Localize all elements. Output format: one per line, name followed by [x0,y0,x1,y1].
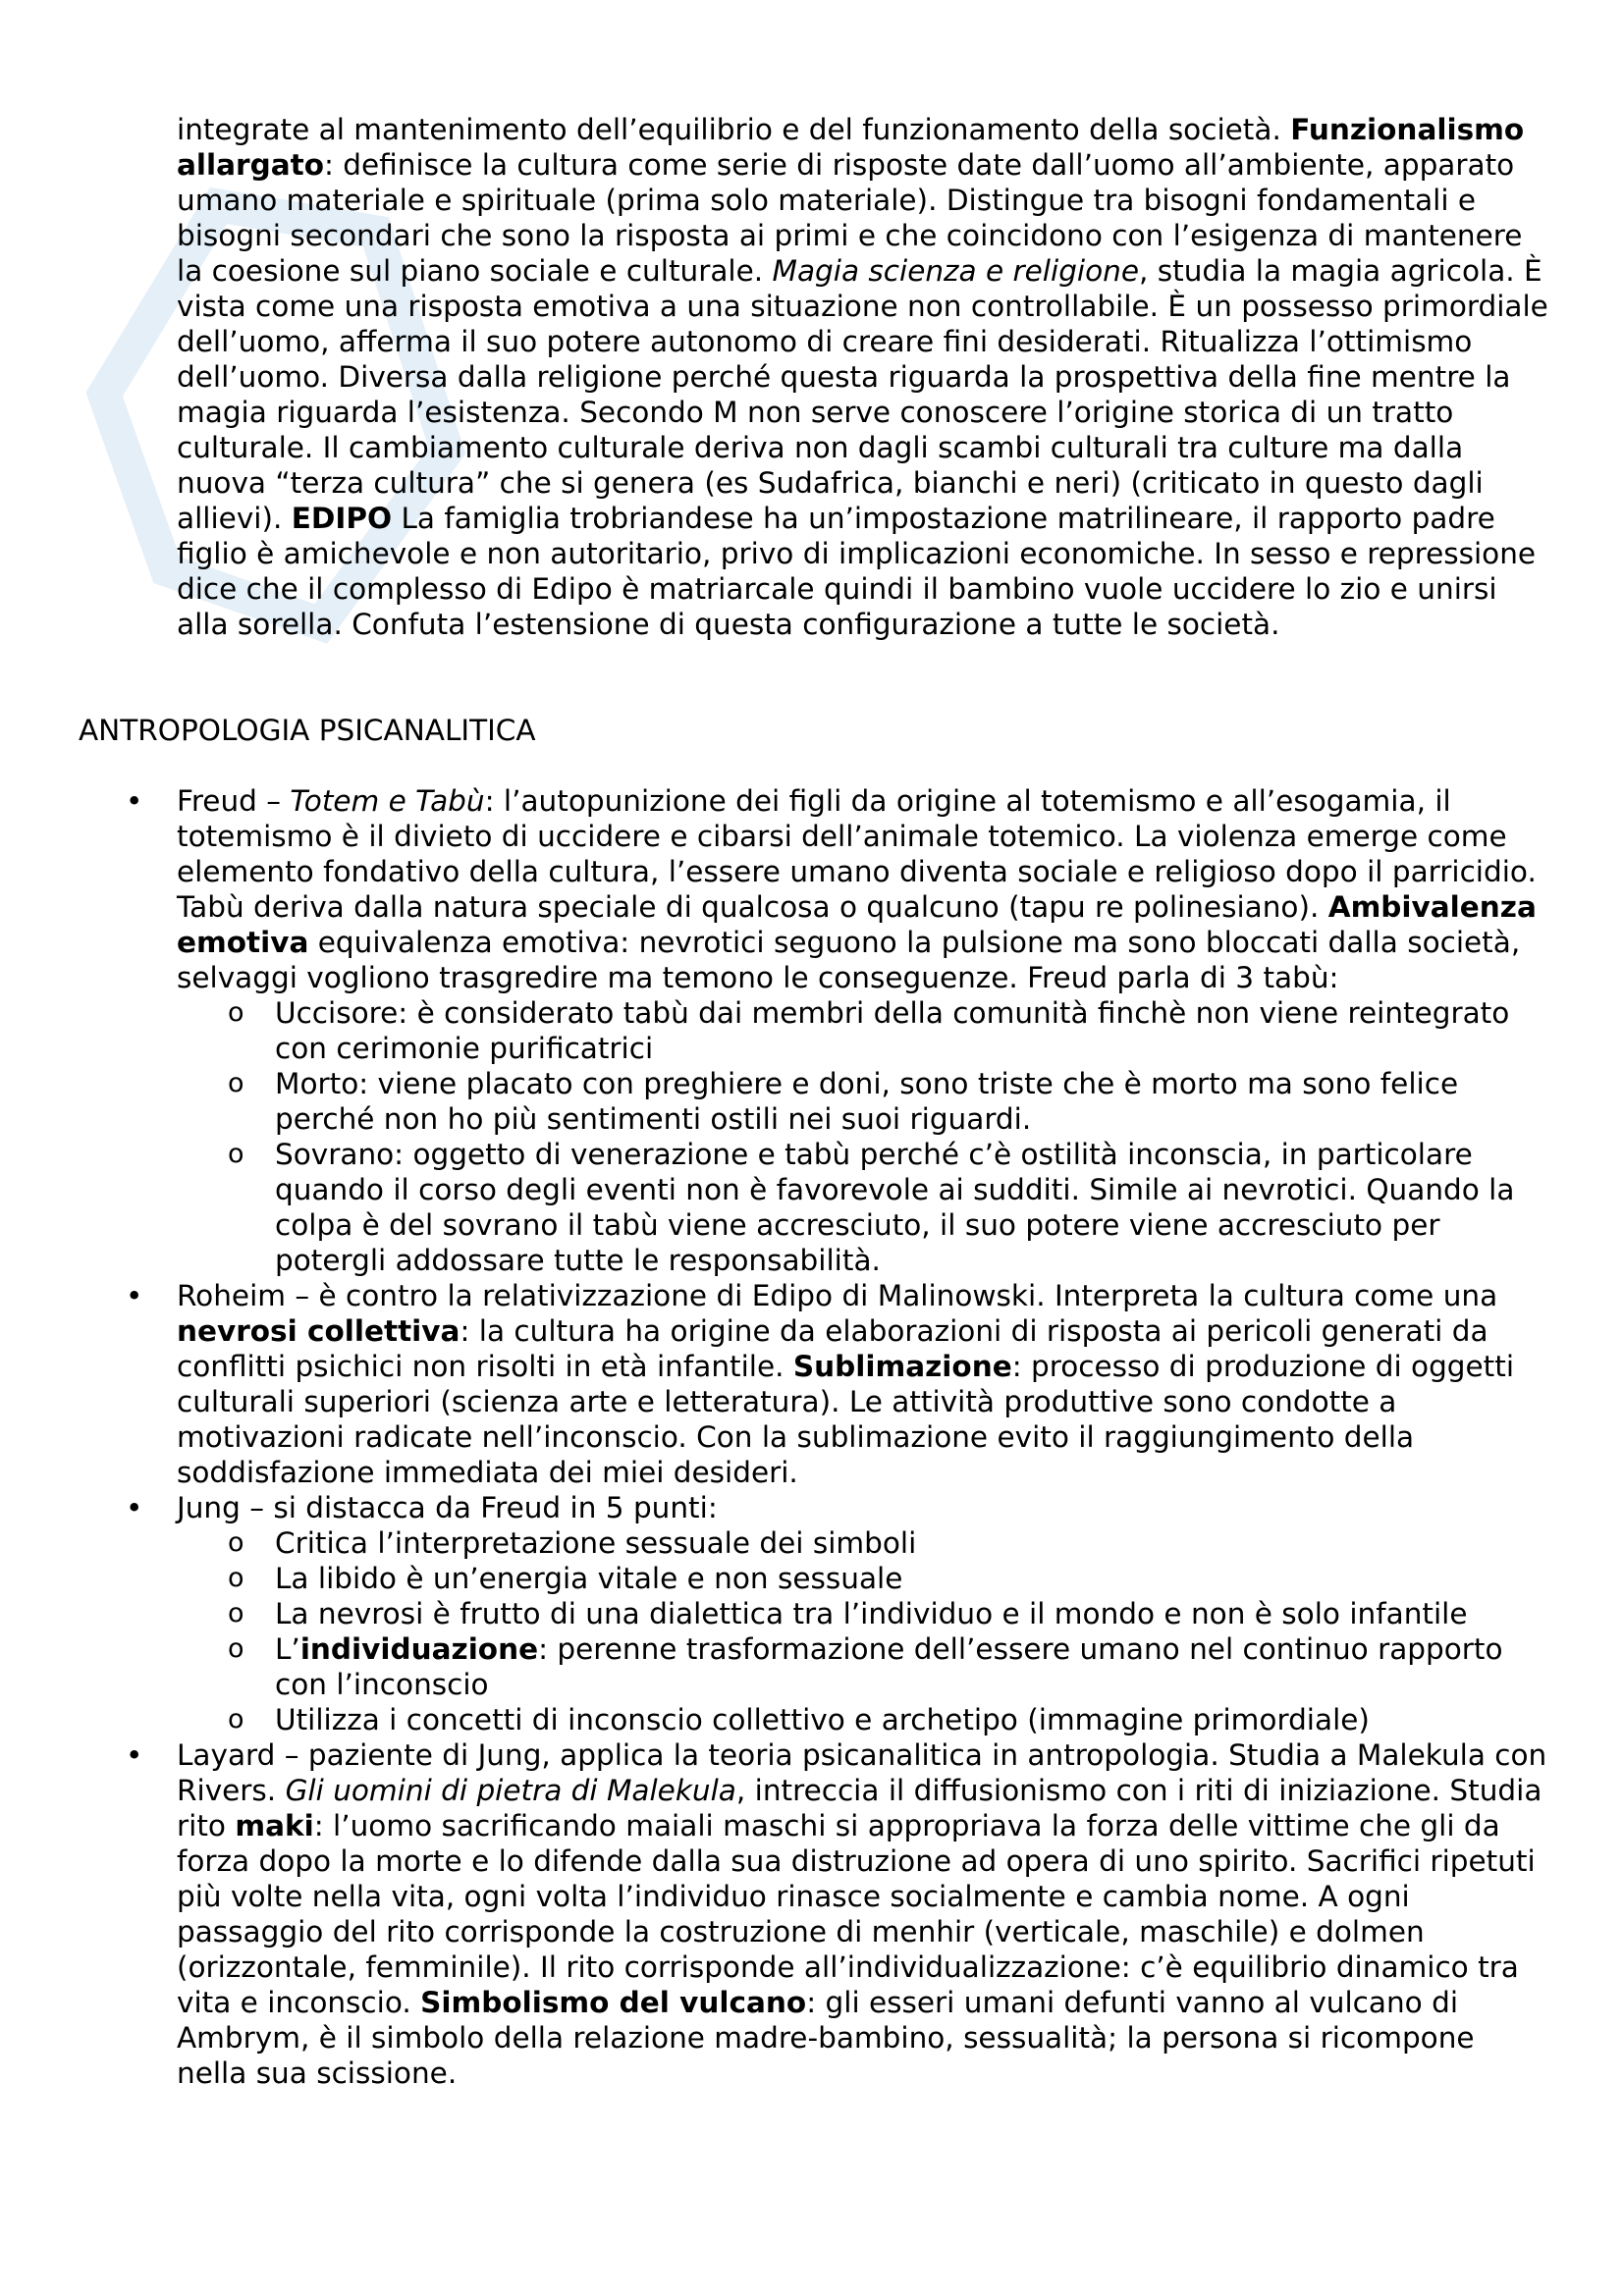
sub-item: o La nevrosi è frutto di una dialettica tra l’individuo e il mondo e non è solo infantile [177,1596,1551,1631]
list-item-jung: • Jung – si distacca da Freud in 5 punti: o Critica l’interpretazione sessuale dei simboli o La libido è un’energia vitale e non sessuale o La nevrosi è frutto di una dialettica tra l’individuo e il mondo e non è solo infantile o L’individuazione: perenne trasformazione dell’essere umano nel continuo rapporto con l’inconscio o Utilizza i concetti di inconscio collettivo e archetipo (immagine primordiale) [0,1490,1551,1737]
intro-paragraph: integrate al mantenimento dell’equilibrio e del funzionamento della società. Funzionalismo allargato: definisce la cultura come serie di risposte date dall’uomo all’ambiente, apparato umano materiale e spirituale (prima solo materiale). Distingue tra bisogni fondamentali e bisogni secondari che sono la risposta ai primi e che coincidono con l’esigenza di mantenere la coesione sul piano sociale e culturale. Magia scienza e religione, studia la magia agricola. È vista come una risposta emotiva a una situazione non controllabile. È un possesso primordiale dell’uomo, afferma il suo potere autonomo di creare fini desiderati. Ritualizza l’ottimismo dell’uomo. Diversa dalla religione perché questa riguarda la prospettiva della fine mentre la magia riguarda l’esistenza. Secondo M non serve conoscere l’origine storica di un tratto culturale. Il cambiamento culturale deriva non dagli scambi culturali tra culture ma dalla nuova “terza cultura” che si genera (es Sudafrica, bianchi e neri) (criticato in questo dagli allievi). EDIPO La famiglia trobriandese ha un’impostazione matrilineare, il rapporto padre figlio è amichevole e non autoritario, privo di implicazioni economiche. In sesso e repressione dice che il complesso di Edipo è matriarcale quindi il bambino vuole uccidere lo zio e unirsi alla sorella. Confuta l’estensione di questa configurazione a tutte le società. [177,113,1548,641]
title-uomini-di-pietra: Gli uomini di pietra di Malekula [285,1774,736,1807]
list-item-roheim: • Roheim – è contro la relativizzazione di Edipo di Malinowski. Interpreta la cultura come una nevrosi collettiva: la cultura ha origine da elaborazioni di risposta ai pericoli generati da conflitti psichici non risolti in età infantile. Sublimazione: processo di produzione di oggetti culturali superiori (scienza arte e letteratura). Le attività produttive sono condotte a motivazioni radicate nell’inconscio. Con la sublimazione evito il raggiungimento della soddisfazione immediata dei miei desideri. [0,1278,1551,1490]
term-maki: maki [235,1809,314,1842]
jung-sublist [177,1525,1551,1737]
term-nevrosi-collettiva: nevrosi collettiva [177,1314,460,1348]
term-sublimazione: Sublimazione [792,1350,1012,1383]
sub-item: o Uccisore: è considerato tabù dai membri della comunità finchè non viene reintegrato con cerimonie purificatrici [177,995,1551,1066]
title-totem-tabu: Totem e Tabù [290,784,485,818]
term-funzionalismo-allargato: Funzionalismo allargato [177,113,1525,182]
list-item-layard: • Layard – paziente di Jung, applica la teoria psicanalitica in antropologia. Studia a Malekula con Rivers. Gli uomini di pietra di Malekula, intreccia il diffusionismo con i riti di iniziazione. Studia rito maki: l’uomo sacrificando maiali maschi si appropriava la forza delle vittime che gli da forza dopo la morte e lo difende dalla sua distruzione ad opera di uno spirito. Sacrifici ripetuti più volte nella vita, ogni volta l’individuo rinasce socialmente e cambia nome. A ogni passaggio del rito corrisponde la costruzione di menhir (verticale, maschile) e dolmen (orizzontale, femminile). Il rito corrisponde all’individualizzazione: c’è equilibrio dinamico tra vita e inconscio. Simbolismo del vulcano: gli esseri umani defunti vanno al vulcano di Ambrym, è il simbolo della relazione madre-bambino, sessualità; la persona si ricompone nella sua scissione. [0,1737,1551,2091]
sub-item: o L’individuazione: perenne trasformazione dell’essere umano nel continuo rapporto con l’inconscio [177,1631,1551,1702]
sub-item: o Critica l’interpretazione sessuale dei simboli [177,1525,1551,1561]
term-edipo: EDIPO [291,502,393,535]
list-item-freud: • Freud – Totem e Tabù: l’autopunizione dei figli da origine al totemismo e all’esogamia, il totemismo è il divieto di uccidere e cibarsi dell’animale totemico. La violenza emerge come elemento fondativo della cultura, l’essere umano diventa sociale e religioso dopo il parricidio. Tabù deriva dalla natura speciale di qualcosa o qualcuno (tapu re polinesiano). Ambivalenza emotiva equivalenza emotiva: nevrotici seguono la pulsione ma sono bloccati dalla società, selvaggi vogliono trasgredire ma temono le conseguenze. Freud parla di 3 tabù: o Uccisore: è considerato tabù dai membri della comunità finchè non viene reintegrato con cerimonie purificatrici o Morto: viene placato con preghiere e doni, sono triste che è morto ma sono felice perché non ho più sentimenti ostili nei suoi riguardi. o Sovrano: oggetto di venerazione e tabù perché c’è ostilità inconscia, in particolare quando il corso degli eventi non è favorevole ai sudditi. Simile ai nevrotici. Quando la colpa è del sovrano il tabù viene accresciuto, il suo potere viene accresciuto per potergli addossare tutte le responsabilità. [0,783,1551,1278]
sub-item: o Sovrano: oggetto di venerazione e tabù perché c’è ostilità inconscia, in particolare quando il corso degli eventi non è favorevole ai sudditi. Simile ai nevrotici. Quando la colpa è del sovrano il tabù viene accresciuto, il suo potere viene accresciuto per potergli addossare tutte le responsabilità. [177,1137,1551,1278]
term-individuazione: individuazione [299,1632,539,1666]
section-heading: ANTROPOLOGIA PSICANALITICA [79,714,536,747]
sub-item: o Utilizza i concetti di inconscio collettivo e archetipo (immagine primordiale) [177,1702,1551,1737]
sub-item: o Morto: viene placato con preghiere e doni, sono triste che è morto ma sono felice perché non ho più sentimenti ostili nei suoi riguardi. [177,1066,1551,1137]
freud-sublist [177,995,1551,1278]
term-simbolismo-vulcano: Simbolismo del vulcano [420,1986,807,2019]
title-magia-scienza-religione: Magia scienza e religione [772,254,1140,288]
sub-item: o La libido è un’energia vitale e non sessuale [177,1561,1551,1596]
authors-list [0,783,1571,2091]
term-ambivalenza-emotiva: Ambivalenza emotiva [177,890,1537,959]
